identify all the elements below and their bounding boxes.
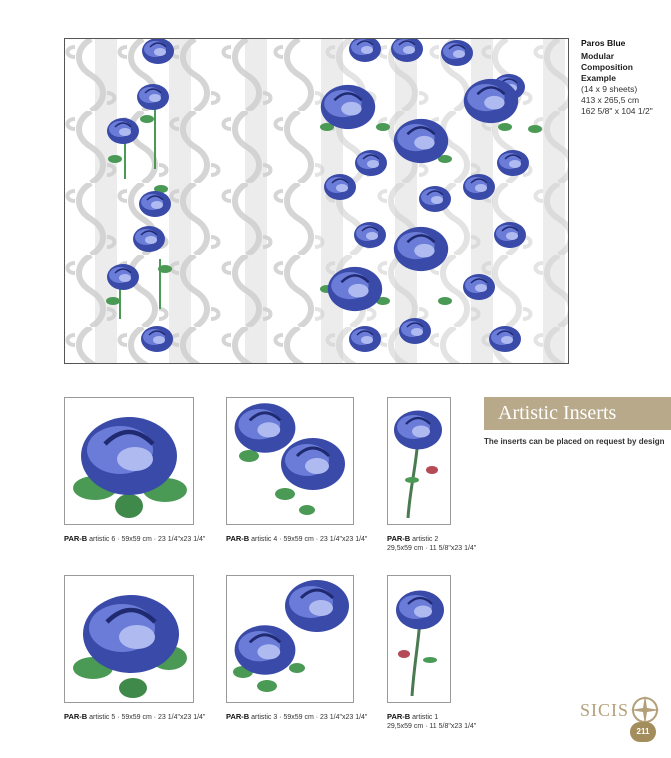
brand-logo: SICIS <box>580 700 630 720</box>
tile-name: artistic 2 <box>412 536 439 543</box>
tile-image-artistic-2 <box>387 397 451 525</box>
composition-sheets: (14 x 9 sheets) <box>581 84 638 94</box>
tile-code: PAR-B <box>64 534 88 543</box>
tile-image-artistic-1 <box>387 575 451 703</box>
composition-size-in: 162 5/8" x 104 1/2" <box>581 106 653 116</box>
section-heading: Artistic Inserts <box>484 397 671 430</box>
tile-dims: 29,5x59 cm · 11 5/8"x23 1/4" <box>387 545 477 552</box>
tile-name: artistic 3 <box>251 714 278 721</box>
tile-name: artistic 5 <box>89 714 116 721</box>
tile-code: PAR-B <box>387 534 411 543</box>
page-number: 211 <box>630 722 656 742</box>
composition-size-cm: 413 x 265,5 cm <box>581 95 640 105</box>
tile-image-artistic-6 <box>64 397 194 525</box>
tile-dims: 59x59 cm · 23 1/4"x23 1/4" <box>283 714 368 721</box>
tile-caption-artistic-5: PAR-B artistic 5 · 59x59 cm · 23 1/4"x23 1/4" <box>64 712 206 721</box>
tile-image-artistic-3 <box>226 575 354 703</box>
tile-name: artistic 4 <box>251 536 278 543</box>
tile-dims: 29,5x59 cm · 11 5/8"x23 1/4" <box>387 723 477 730</box>
composition-info <box>581 38 666 117</box>
tile-name: artistic 1 <box>412 714 439 721</box>
tile-code: PAR-B <box>226 712 250 721</box>
tile-caption-artistic-1 <box>387 712 476 731</box>
composition-subtitle: Modular Composition Example <box>581 51 633 83</box>
tile-image-artistic-5 <box>64 575 194 703</box>
tile-caption-artistic-4: PAR-B artistic 4 · 59x59 cm · 23 1/4"x23 1/4" <box>226 534 368 543</box>
tile-caption-artistic-3: PAR-B artistic 3 · 59x59 cm · 23 1/4"x23 1/4" <box>226 712 368 721</box>
tile-caption-artistic-6: PAR-B artistic 6 · 59x59 cm · 23 1/4"x23 1/4" <box>64 534 206 543</box>
section-note: The inserts can be placed on request by design <box>484 437 665 446</box>
tile-image-artistic-4 <box>226 397 354 525</box>
composition-title: Paros Blue <box>581 38 626 48</box>
tile-caption-artistic-2 <box>387 534 476 553</box>
tile-code: PAR-B <box>226 534 250 543</box>
composition-image <box>64 38 569 364</box>
tile-dims: 59x59 cm · 23 1/4"x23 1/4" <box>283 536 368 543</box>
tile-dims: 59x59 cm · 23 1/4"x23 1/4" <box>121 714 206 721</box>
tile-code: PAR-B <box>387 712 411 721</box>
tile-code: PAR-B <box>64 712 88 721</box>
tile-name: artistic 6 <box>89 536 116 543</box>
tile-dims: 59x59 cm · 23 1/4"x23 1/4" <box>121 536 206 543</box>
